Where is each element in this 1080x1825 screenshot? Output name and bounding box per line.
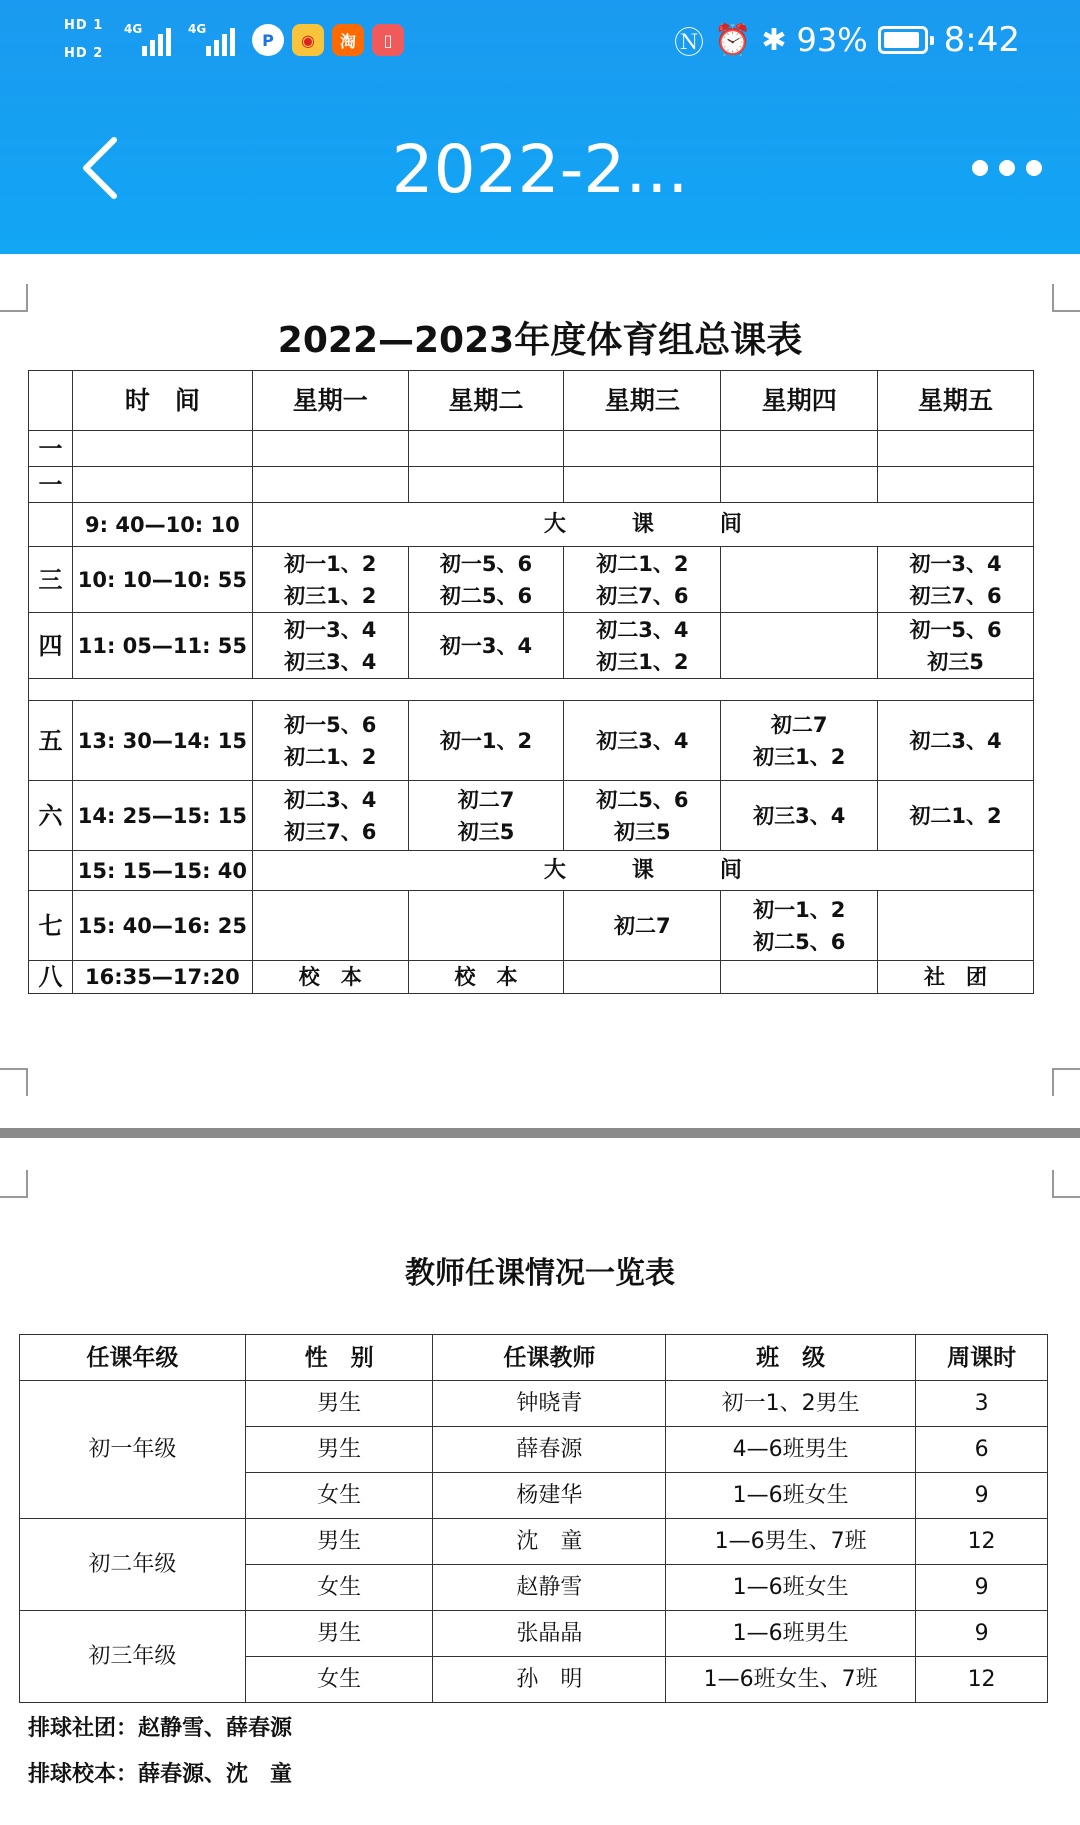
schedule-cell: 初一5、6 初二5、6 (408, 547, 564, 613)
gender-cell: 男生 (245, 1611, 433, 1657)
teachers-row (20, 1519, 1048, 1565)
schedule-cell (564, 961, 721, 994)
classes-cell: 1—6班女生 (666, 1473, 916, 1519)
grade-cell: 初一年级 (20, 1381, 246, 1519)
page-corner-mark (0, 1170, 28, 1198)
schedule-cell: 初二3、4 初三7、6 (252, 781, 408, 851)
classes-cell: 4—6班男生 (666, 1427, 916, 1473)
schedule-header-row (29, 371, 1034, 431)
period-cell (29, 503, 73, 547)
schedule-cell (878, 431, 1034, 467)
schedule-cell (564, 467, 721, 503)
period-cell: 四 (29, 613, 73, 679)
period-cell (29, 851, 73, 891)
period-cell: 三 (29, 547, 73, 613)
schedule-row (29, 891, 1034, 961)
schedule-cell: 初一1、2 (408, 701, 564, 781)
page-corner-mark (1052, 1170, 1080, 1198)
schedule-cell (721, 431, 878, 467)
schedule-cell: 初一1、2 初二5、6 (721, 891, 878, 961)
break-cell: 大 课 间 (252, 851, 1033, 891)
schedule-cell: 初二3、4 (878, 701, 1034, 781)
weibo-app-icon: ◉ (292, 24, 324, 56)
page-title: 2022-2... (391, 131, 689, 208)
schedule-gap-cell (29, 679, 1034, 701)
schedule-cell: 初二5、6 初三5 (564, 781, 721, 851)
teacher-cell: 钟晓青 (433, 1381, 666, 1427)
time-cell: 9: 40—10: 10 (72, 503, 252, 547)
time-cell: 14: 25—15: 15 (72, 781, 252, 851)
page-corner-mark (0, 284, 28, 312)
schedule-row (29, 961, 1034, 994)
schedule-cell (721, 547, 878, 613)
classes-cell: 初一1、2男生 (666, 1381, 916, 1427)
hours-cell: 9 (916, 1611, 1048, 1657)
classes-cell: 1—6男生、7班 (666, 1519, 916, 1565)
grade-cell: 初三年级 (20, 1611, 246, 1703)
time-cell: 15: 40—16: 25 (72, 891, 252, 961)
schedule-cell (878, 891, 1034, 961)
teacher-cell: 杨建华 (433, 1473, 666, 1519)
signal-icon-sim1: 4G (124, 20, 180, 60)
page-corner-mark (1052, 284, 1080, 312)
period-cell: 七 (29, 891, 73, 961)
time-cell: 15: 15—15: 40 (72, 851, 252, 891)
grade-cell: 初二年级 (20, 1519, 246, 1611)
note-line: 排球校本：薛春源、沈 童 (28, 1762, 293, 1787)
schedule-row (29, 467, 1034, 503)
schedule-row (29, 613, 1034, 679)
taobao-app-icon: 淘 (332, 24, 364, 56)
notes (28, 1706, 292, 1798)
sim1-badge: HD 1 (64, 18, 104, 33)
schedule-cell: 初二7 (564, 891, 721, 961)
time-cell (72, 431, 252, 467)
period-cell: 一 (29, 431, 73, 467)
period-cell: 一 (29, 467, 73, 503)
back-button[interactable] (70, 128, 130, 208)
more-dots-icon (972, 160, 1042, 176)
note-line: 排球社团：赵静雪、薛春源 (28, 1716, 293, 1741)
gender-cell: 男生 (245, 1381, 433, 1427)
time-cell: 11: 05—11: 55 (72, 613, 252, 679)
schedule-row (29, 701, 1034, 781)
sim-badges (64, 17, 116, 63)
signal-icon-sim2: 4G (188, 20, 244, 60)
schedule-header-cell: 星期二 (408, 371, 564, 431)
schedule-cell: 校 本 (408, 961, 564, 994)
status-right (674, 12, 1020, 68)
teacher-cell: 沈 童 (433, 1519, 666, 1565)
schedule-cell (408, 891, 564, 961)
teachers-row (20, 1611, 1048, 1657)
schedule-header-cell (29, 371, 73, 431)
schedule-cell (721, 467, 878, 503)
time-cell (72, 467, 252, 503)
schedule-cell: 初三3、4 (721, 781, 878, 851)
bluetooth-icon: ✱ (761, 22, 787, 58)
status-bar (0, 0, 1080, 80)
back-chevron-icon (80, 136, 120, 200)
period-cell: 六 (29, 781, 73, 851)
schedule-cell: 初二7 初三1、2 (721, 701, 878, 781)
schedule-cell (721, 961, 878, 994)
schedule-cell (564, 431, 721, 467)
teachers-header-cell: 任课年级 (20, 1335, 246, 1381)
time-cell: 13: 30—14: 15 (72, 701, 252, 781)
teachers-header-cell: 任课教师 (433, 1335, 666, 1381)
schedule-cell: 初二7 初三5 (408, 781, 564, 851)
hours-cell: 12 (916, 1657, 1048, 1703)
reader-app-icon: ▯ (372, 24, 404, 56)
time-cell: 16:35—17:20 (72, 961, 252, 994)
schedule-cell (252, 891, 408, 961)
teacher-cell: 孙 明 (433, 1657, 666, 1703)
clock: 8:42 (943, 20, 1020, 60)
teacher-cell: 张晶晶 (433, 1611, 666, 1657)
schedule-cell: 初三3、4 (564, 701, 721, 781)
page-corner-mark (1052, 1068, 1080, 1096)
hours-cell: 9 (916, 1473, 1048, 1519)
schedule-cell (408, 431, 564, 467)
schedule-header-cell: 星期四 (721, 371, 878, 431)
pinduoduo-app-icon: P (252, 24, 284, 56)
gender-cell: 男生 (245, 1519, 433, 1565)
schedule-cell: 初一1、2 初三1、2 (252, 547, 408, 613)
schedule-cell: 初二3、4 初三1、2 (564, 613, 721, 679)
schedule-cell: 初一5、6 初二1、2 (252, 701, 408, 781)
gender-cell: 男生 (245, 1427, 433, 1473)
teacher-cell: 薛春源 (433, 1427, 666, 1473)
hours-cell: 9 (916, 1565, 1048, 1611)
teachers-title: 教师任课情况一览表 (405, 1256, 675, 1291)
teachers-header-cell: 性 别 (245, 1335, 433, 1381)
nav-bar (0, 110, 1080, 230)
teachers-header-cell: 班 级 (666, 1335, 916, 1381)
status-left (64, 12, 404, 68)
schedule-cell: 初二1、2 (878, 781, 1034, 851)
more-button[interactable] (972, 146, 1042, 190)
gender-cell: 女生 (245, 1565, 433, 1611)
schedule-cell: 初一3、4 初三7、6 (878, 547, 1034, 613)
page-separator (0, 1128, 1080, 1138)
period-cell: 八 (29, 961, 73, 994)
schedule-row (29, 851, 1034, 891)
time-cell: 10: 10—10: 55 (72, 547, 252, 613)
schedule-row (29, 503, 1034, 547)
page-corner-mark (0, 1068, 28, 1096)
classes-cell: 1—6班男生 (666, 1611, 916, 1657)
alarm-icon: ⏰ (714, 22, 752, 58)
schedule-gap-row (29, 679, 1034, 701)
classes-cell: 1—6班女生、7班 (666, 1657, 916, 1703)
gender-cell: 女生 (245, 1473, 433, 1519)
schedule-header-cell: 星期五 (878, 371, 1034, 431)
nfc-icon: Ⓝ (674, 26, 705, 61)
app-header (0, 0, 1080, 254)
schedule-title: 2022—2023年度体育组总课表 (277, 320, 803, 361)
schedule-row (29, 547, 1034, 613)
schedule-row (29, 781, 1034, 851)
break-cell: 大 课 间 (252, 503, 1033, 547)
hours-cell: 6 (916, 1427, 1048, 1473)
schedule-cell: 校 本 (252, 961, 408, 994)
schedule-cell: 初一3、4 初三3、4 (252, 613, 408, 679)
schedule-cell: 初一5、6 初三5 (878, 613, 1034, 679)
schedule-cell: 初一3、4 (408, 613, 564, 679)
schedule-cell (252, 431, 408, 467)
gender-cell: 女生 (245, 1657, 433, 1703)
schedule-cell (878, 467, 1034, 503)
period-cell: 五 (29, 701, 73, 781)
schedule-cell: 社 团 (878, 961, 1034, 994)
teachers-header-cell: 周课时 (916, 1335, 1048, 1381)
hours-cell: 3 (916, 1381, 1048, 1427)
schedule-header-cell: 星期三 (564, 371, 721, 431)
battery-percent: 93% (796, 21, 868, 59)
teacher-cell: 赵静雪 (433, 1565, 666, 1611)
schedule-header-cell: 星期一 (252, 371, 408, 431)
schedule-cell (721, 613, 878, 679)
teachers-row (20, 1381, 1048, 1427)
schedule-cell: 初二1、2 初三7、6 (564, 547, 721, 613)
sim2-badge: HD 2 (64, 46, 104, 61)
teachers-table (19, 1334, 1048, 1703)
schedule-header-cell: 时 间 (72, 371, 252, 431)
battery-icon (878, 26, 928, 54)
schedule-cell (252, 467, 408, 503)
schedule-table (28, 370, 1034, 994)
schedule-row (29, 431, 1034, 467)
schedule-cell (408, 467, 564, 503)
classes-cell: 1—6班女生 (666, 1565, 916, 1611)
teachers-header-row (20, 1335, 1048, 1381)
hours-cell: 12 (916, 1519, 1048, 1565)
